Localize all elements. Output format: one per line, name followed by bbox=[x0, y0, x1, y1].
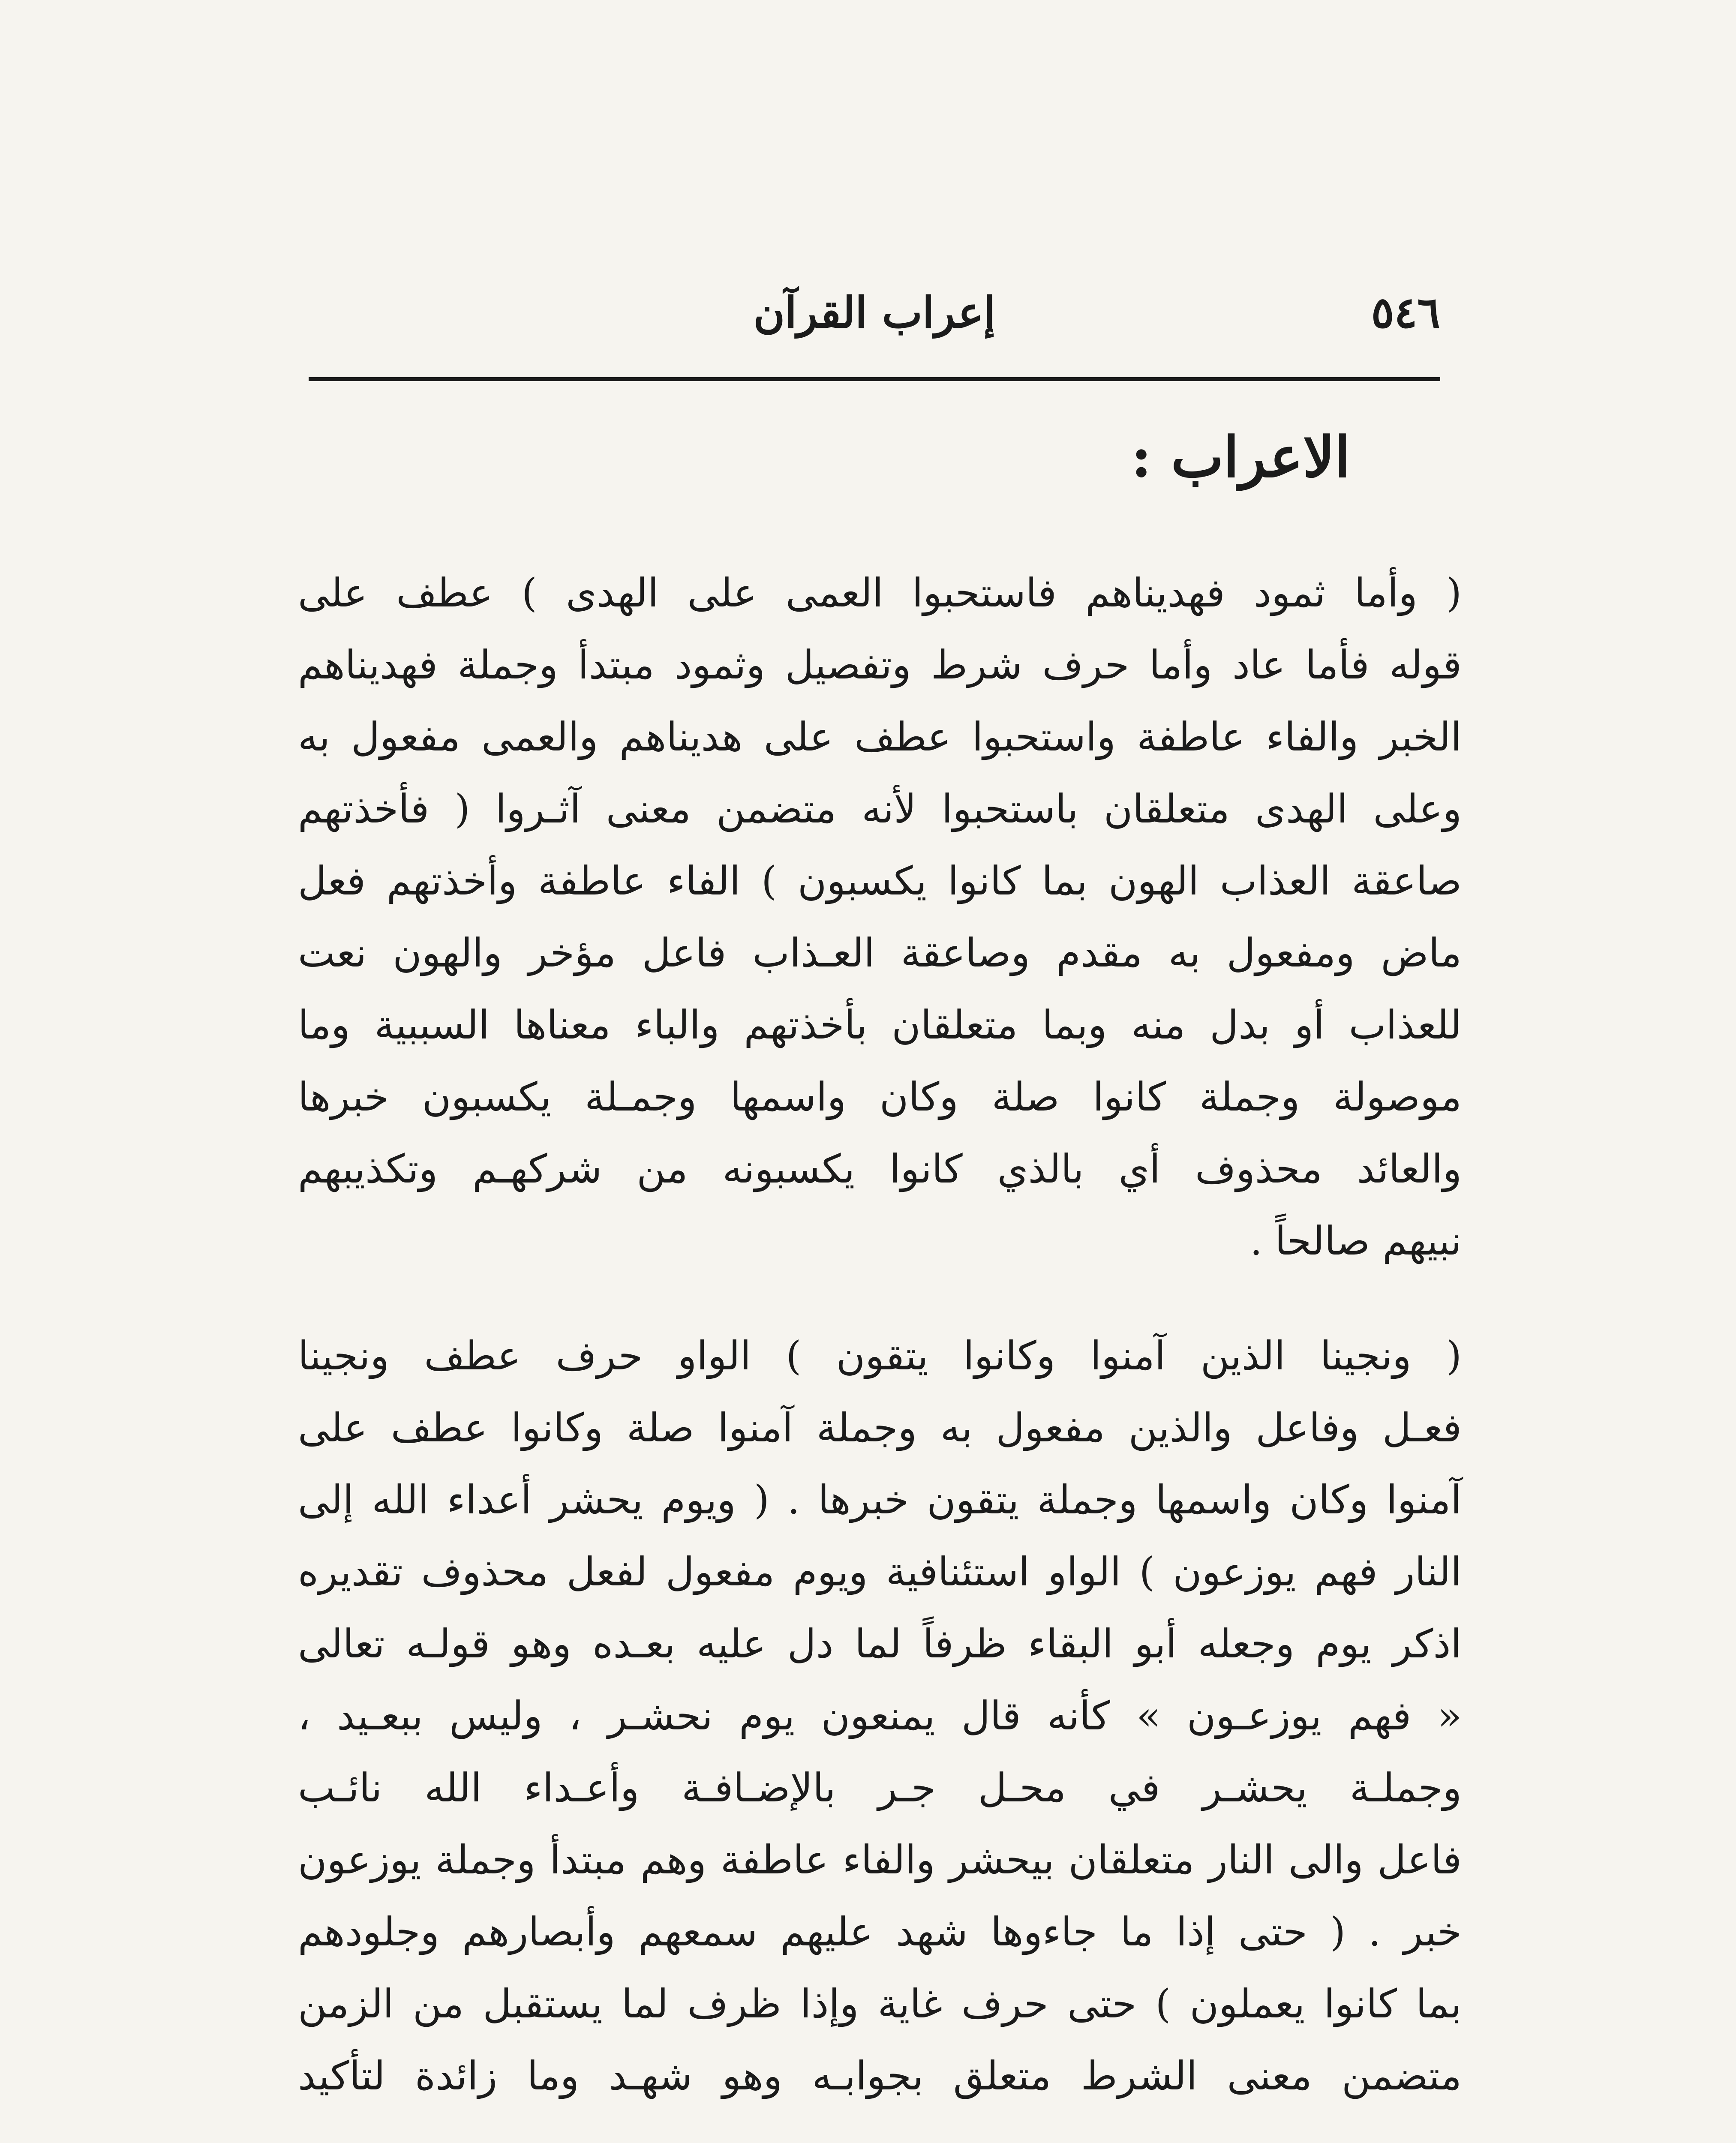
text-line: قوله فأما عاد وأما حرف شرط وتفصيل وثمود مبتدأ وجملة فهديناهم bbox=[298, 642, 1462, 688]
text-line: بما كانوا يعملون ) حتى حرف غاية وإذا ظرف لما يستقبل من الزمن bbox=[298, 1981, 1462, 2027]
page-header bbox=[309, 283, 1440, 347]
text-line: الخبر والفاء عاطفة واستحبوا عطف على هديناهم والعمى مفعول به bbox=[298, 714, 1462, 760]
text-line: صاعقة العذاب الهون بما كانوا يكسبون ) الفاء عاطفة وأخذتهم فعل bbox=[298, 858, 1462, 904]
text-line: اذكر يوم وجعله أبو البقاء ظرفاً لما دل عليه بعـده وهو قولـه تعالى bbox=[298, 1621, 1462, 1667]
paragraph-1 bbox=[298, 557, 1462, 1277]
text-line: للعذاب أو بدل منه وبما متعلقان بأخذتهم والباء معناها السببية وما bbox=[298, 1002, 1462, 1048]
section-heading: الاعراب : bbox=[1131, 424, 1350, 490]
text-line: « فهم يوزعـون » كأنه قال يمنعون يوم نحشـر ، وليس ببعـيد ، bbox=[298, 1693, 1462, 1739]
text-line: النار فهم يوزعون ) الواو استئنافية ويوم مفعول لفعل محذوف تقديره bbox=[298, 1549, 1462, 1595]
text-line: ( ونجينا الذين آمنوا وكانوا يتقون ) الواو حرف عطف ونجينا bbox=[298, 1333, 1462, 1379]
text-line: وعلى الهدى متعلقان باستحبوا لأنه متضمن معنى آثـروا ( فأخذتهم bbox=[298, 786, 1462, 832]
paragraph-2 bbox=[298, 1320, 1462, 2112]
book-title: إعراب القرآن bbox=[753, 287, 996, 338]
text-line: خبر . ( حتى إذا ما جاءوها شهد عليهم سمعهم وأبصارهم وجلودهم bbox=[298, 1909, 1462, 1955]
text-line: ماض ومفعول به مقدم وصاعقة العـذاب فاعل مؤخر والهون نعت bbox=[298, 930, 1462, 976]
text-line: آمنوا وكان واسمها وجملة يتقون خبرها . ( ويوم يحشر أعداء الله إلى bbox=[298, 1477, 1462, 1523]
text-line: والعائد محذوف أي بالذي كانوا يكسبونه من شركهـم وتكذيبهم bbox=[298, 1146, 1462, 1192]
text-line: ( وأما ثمود فهديناهم فاستحبوا العمى على الهدى ) عطف على bbox=[298, 570, 1462, 616]
text-line: فاعل والى النار متعلقان بيحشر والفاء عاطفة وهم مبتدأ وجملة يوزعون bbox=[298, 1837, 1462, 1883]
text-line: موصولة وجملة كانوا صلة وكان واسمها وجمـلة يكسبون خبرها bbox=[298, 1074, 1462, 1120]
page-number: ٥٤٦ bbox=[1371, 287, 1440, 338]
text-line: فعـل وفاعل والذين مفعول به وجملة آمنوا صلة وكانوا عطف على bbox=[298, 1405, 1462, 1451]
text-line: نبيهم صالحاً . bbox=[1249, 1218, 1462, 1264]
text-line: وجملـة يحشـر في محـل جـر بالإضـافـة وأعـداء الله نائـب bbox=[298, 1765, 1462, 1811]
text-line: متضمن معنى الشرط متعلق بجوابـه وهو شهـد وما زائدة لتأكيد bbox=[298, 2053, 1462, 2099]
header-divider bbox=[309, 377, 1440, 381]
